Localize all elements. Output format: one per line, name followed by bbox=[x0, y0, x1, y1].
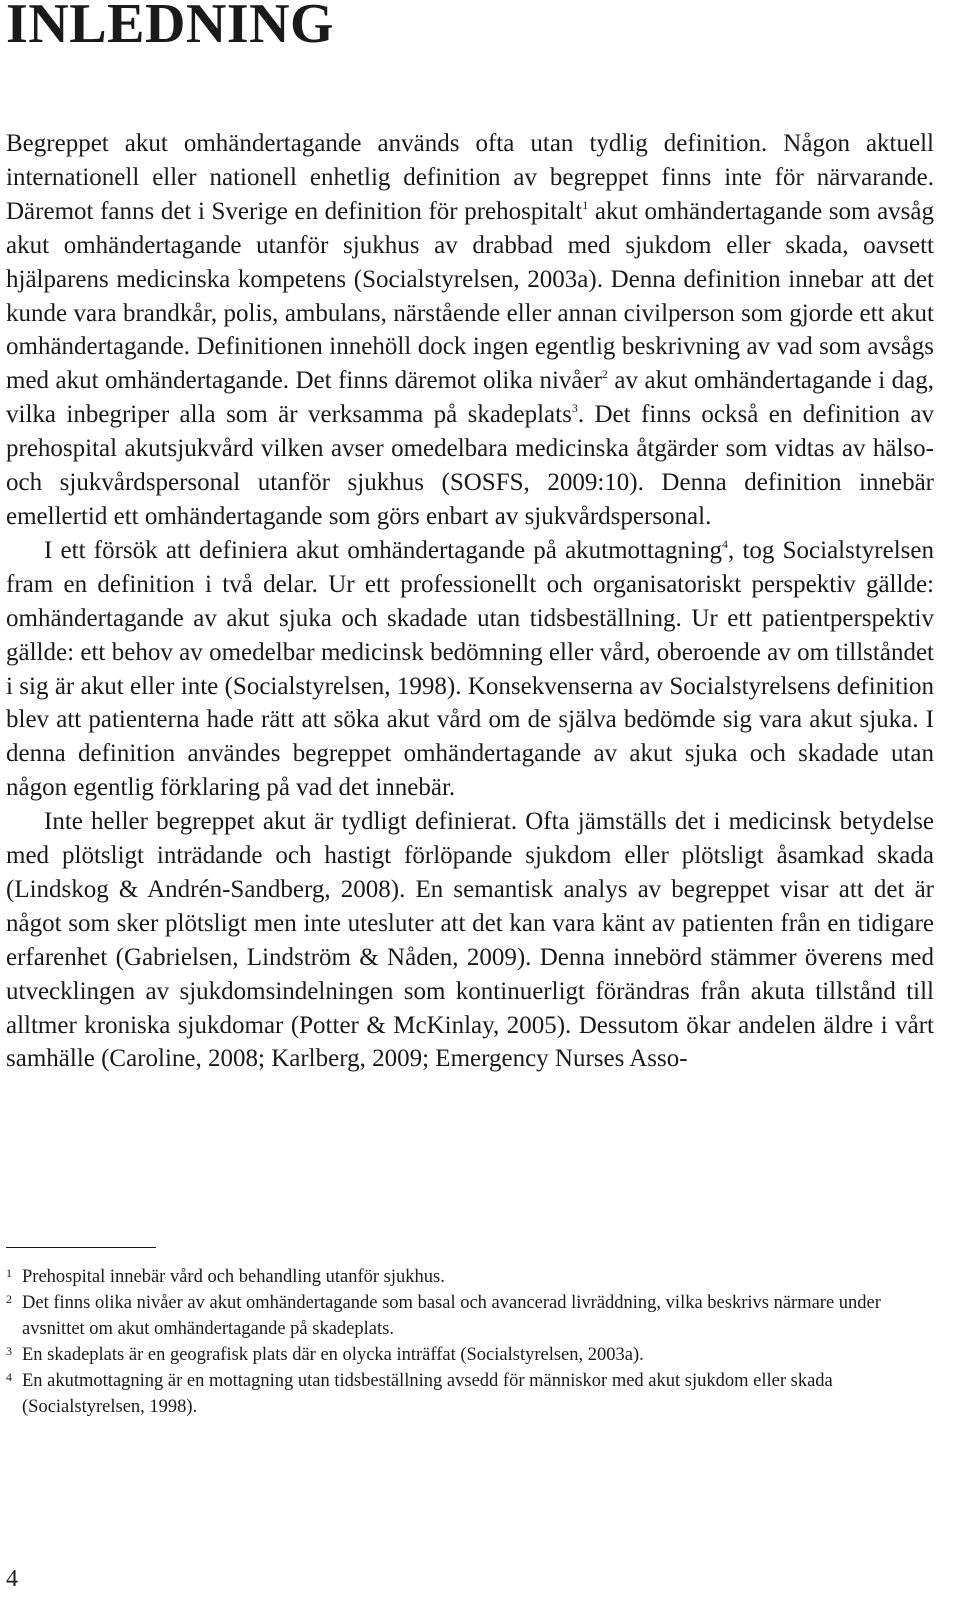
paragraph bbox=[6, 534, 934, 805]
footnote bbox=[6, 1264, 934, 1290]
footnote-marker: 1 bbox=[582, 197, 589, 212]
footnote bbox=[6, 1342, 934, 1368]
footnote-number: 1 bbox=[6, 1266, 12, 1280]
paragraph-text: I ett försök att definiera akut omhändertagande på akutmottagning bbox=[44, 536, 722, 564]
paragraph-text: av akut omhändertagande i dag, vilka inbegriper alla som är verksamma på skadeplats bbox=[6, 367, 934, 429]
footnote-marker: 3 bbox=[571, 401, 578, 416]
footnote bbox=[6, 1368, 934, 1420]
paragraph-text: Inte heller begreppet akut är tydligt definierat. Ofta jämställs det i medicinsk betydelse med plötsligt inträdande och hastigt förlöpande sjukdom eller plötsligt åsamkad skada (Lindskog & Andrén-Sandberg, 2008). En semantisk analys av begreppet visar att det är något som sker plötsligt men inte utesluter att det kan vara känt av patienten från en tidigare erfarenhet (Gabrielsen, Lindström & Nåden, 2009). Denna innebörd stämmer överens med utvecklingen av sjukdomsindelningen som kontinuerligt förändras från akuta tillstånd till alltmer kroniska sjukdomar (Potter & McKinlay, 2005). Dessutom ökar andelen äldre i vårt samhälle (Caroline, 2008; Karlberg, 2009; Emergency Nurses Asso- bbox=[6, 808, 934, 1073]
body-text bbox=[6, 127, 934, 1076]
footnotes bbox=[6, 1264, 934, 1420]
paragraph-text: , tog Socialstyrelsen fram en definition i två delar. Ur ett professionellt och organisatoriskt perspektiv gällde: omhändertagande av akut sjuka och skadade utan tidsbeställning. Ur ett patientperspektiv gällde: ett behov av omedelbar medicinsk bedömning eller vård, oberoende av om tillståndet i sig är akut eller inte (Socialstyrelsen, 1998). Konsekvenserna av Socialstyrelsens definition blev att patienterna hade rätt att söka akut vård om de själva bedömde sig vara akut sjuka. I denna definition användes begreppet omhändertagande av akut sjuka och skadade utan någon egentlig förklaring på vad det innebär. bbox=[6, 536, 934, 802]
paragraph-text: Begreppet akut omhändertagande används ofta utan tydlig definition. Någon aktuell internationell eller nationell enhetlig definition av begreppet finns inte för närvarande. Däremot fanns det i Sverige en definition för prehospitalt bbox=[6, 130, 934, 225]
footnote-text: En skadeplats är en geografisk plats där en olycka inträffat (Socialstyrelsen, 2003a). bbox=[22, 1345, 644, 1365]
footnote-number: 3 bbox=[6, 1344, 12, 1358]
footnote-number: 2 bbox=[6, 1292, 12, 1306]
page-number: 4 bbox=[6, 1566, 18, 1592]
paragraph-text: . Det finns också en definition av prehospital akutsjukvård vilken avser omedelbara medicinska åtgärder som vidtas av hälso- och sjukvårdspersonal utanför sjukhus (SOSFS, 2009:10). Denna definition innebär emellertid ett omhändertagande som görs enbart av sjukvårdspersonal. bbox=[6, 401, 934, 530]
footnote-marker: 2 bbox=[601, 367, 608, 382]
paragraph bbox=[6, 805, 934, 1076]
section-heading: INLEDNING bbox=[6, 0, 335, 55]
paragraph bbox=[6, 127, 934, 534]
footnote bbox=[6, 1290, 934, 1342]
footnote-text: Prehospital innebär vård och behandling utanför sjukhus. bbox=[22, 1267, 445, 1287]
footnote-text: Det finns olika nivåer av akut omhändertagande som basal och avancerad livräddning, vilka beskrivs närmare under avsnittet om akut omhändertagande på skadeplats. bbox=[22, 1293, 881, 1339]
footnote-divider bbox=[6, 1247, 156, 1248]
footnote-number: 4 bbox=[6, 1370, 12, 1384]
footnote-marker: 4 bbox=[722, 536, 728, 551]
paragraph-text: akut omhändertagande som avsåg akut omhändertagande utanför sjukhus av drabbad med sjukdom eller skada, oavsett hjälparens medicinska kompetens (Socialstyrelsen, 2003a). Denna definition innebar att det kunde vara brandkår, polis, ambulans, närstående eller annan civilperson som gjorde ett akut omhändertagande. Definitionen innehöll dock ingen egentlig beskrivning av vad som avsågs med akut omhändertagande. Det finns däremot olika nivåer bbox=[6, 197, 935, 395]
footnote-text: En akutmottagning är en mottagning utan tidsbeställning avsedd för människor med akut sjukdom eller skada (Socialstyrelsen, 1998). bbox=[22, 1371, 833, 1417]
